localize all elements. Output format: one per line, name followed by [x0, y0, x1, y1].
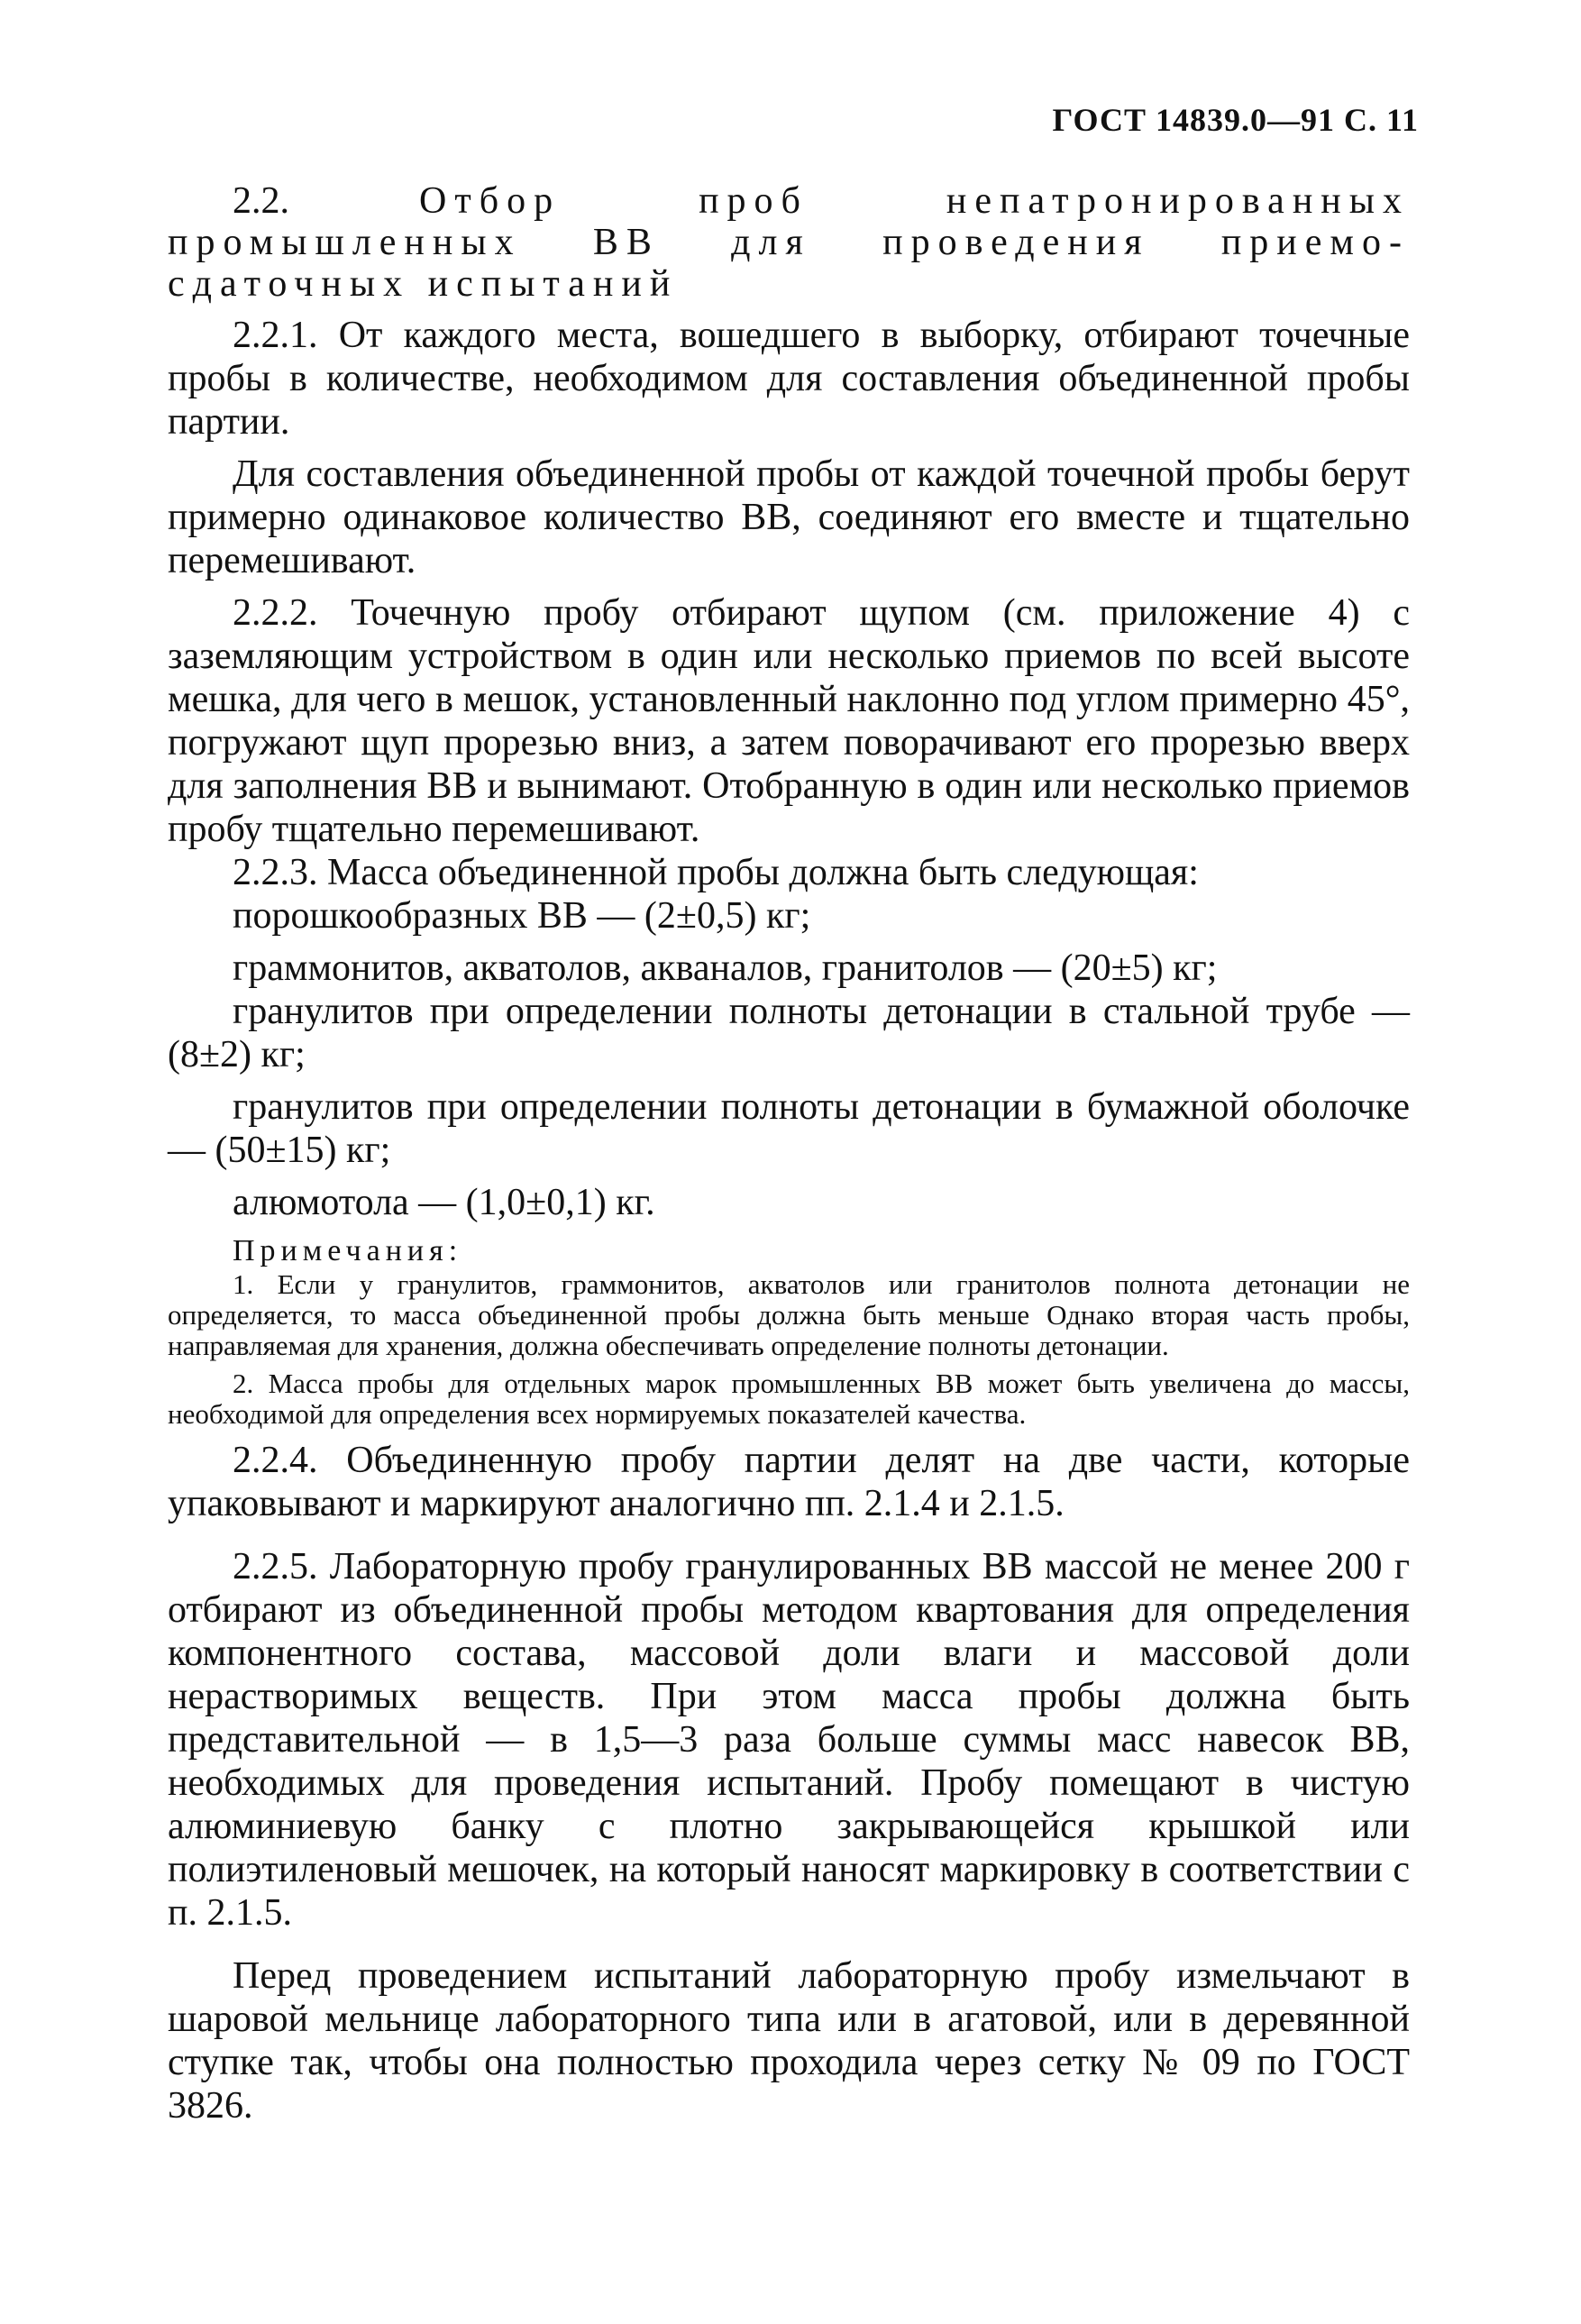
- paragraph-2-2-1-continued: Для составления объединенной пробы от каждой точечной пробы берут примерно одинаковое количество ВВ, соединяют его вместе и тщательно перемешивают.: [168, 453, 1410, 581]
- paragraph-2-2-5: 2.2.5. Лабораторную пробу гранулированных ВВ массой не менее 200 г отбирают из объединенной пробы методом квартования для определения компонентного состава, массовой доли влаги и массовой доли нерастворимых веществ. При этом масса пробы должна быть представительной — в 1,5—3 раза больше суммы масс навесок ВВ, необходимых для проведения испытаний. Пробу помещают в чистую алюминиевую банку с плотно закрывающейся крышкой или полиэтиленовый мешочек, на который наносят маркировку в соответствии с п. 2.1.5.: [168, 1546, 1410, 1934]
- paragraph-2-2-5-continued: Перед проведением испытаний лабораторную пробу измельчают в шаровой мельнице лабораторного типа или в агатовой, или в деревянной ступке так, чтобы она полностью проходила через сетку № 09 по ГОСТ 3826.: [168, 1955, 1410, 2127]
- mass-item: гранулитов при определении полноты детонации в стальной трубе — (8±2) кг;: [168, 991, 1410, 1075]
- section-heading: [168, 180, 1410, 305]
- note-item: 1. Если у гранулитов, граммонитов, акватолов или гранитолов полнота детонации не определяется, то масса объединенной пробы должна быть меньше Однако вторая часть пробы, направляемая для хранения, должна обеспечивать определение полноты детонации.: [168, 1268, 1410, 1361]
- note-item: 2. Масса пробы для отдельных марок промышленных ВВ может быть увеличена до массы, необходимой для определения всех нормируемых показателей качества.: [168, 1368, 1410, 1430]
- mass-item: порошкообразных ВВ — (2±0,5) кг;: [233, 895, 811, 937]
- document-body: [168, 180, 1410, 2127]
- mass-item: алюмотола — (1,0±0,1) кг.: [233, 1182, 655, 1223]
- mass-item: гранулитов при определении полноты детонации в бумажной оболочке — (50±15) кг;: [168, 1086, 1410, 1171]
- notes-title: Примечания:: [233, 1234, 463, 1267]
- paragraph-2-2-3: 2.2.3. Масса объединенной пробы должна быть следующая:: [233, 852, 1199, 893]
- mass-item: граммонитов, акватолов, акваналов, гранитолов — (20±5) кг;: [233, 947, 1218, 989]
- paragraph-2-2-1: 2.2.1. От каждого места, вошедшего в выборку, отбирают точечные пробы в количестве, необходимом для составления объединенной пробы партии.: [168, 315, 1410, 443]
- paragraph-2-2-4: 2.2.4. Объединенную пробу партии делят на две части, которые упаковывают и маркируют аналогично пп. 2.1.4 и 2.1.5.: [168, 1440, 1410, 1524]
- paragraph-2-2-2: 2.2.2. Точечную пробу отбирают щупом (см. приложение 4) с заземляющим устройством в один или несколько приемов по всей высоте мешка, для чего в мешок, установленный наклонно под углом примерно 45°, погружают щуп прорезью вниз, а затем поворачивают его прорезью вверх для заполнения ВВ и вынимают. Отобранную в один или несколько приемов пробу тщательно перемешивают.: [168, 592, 1410, 850]
- section-number: 2.2.: [233, 180, 289, 222]
- page-header: ГОСТ 14839.0—91 С. 11: [1052, 102, 1419, 138]
- section-title: Отбор проб непатронированных промышленных ВВ для проведения приемо-сдаточных испытаний: [168, 180, 1410, 305]
